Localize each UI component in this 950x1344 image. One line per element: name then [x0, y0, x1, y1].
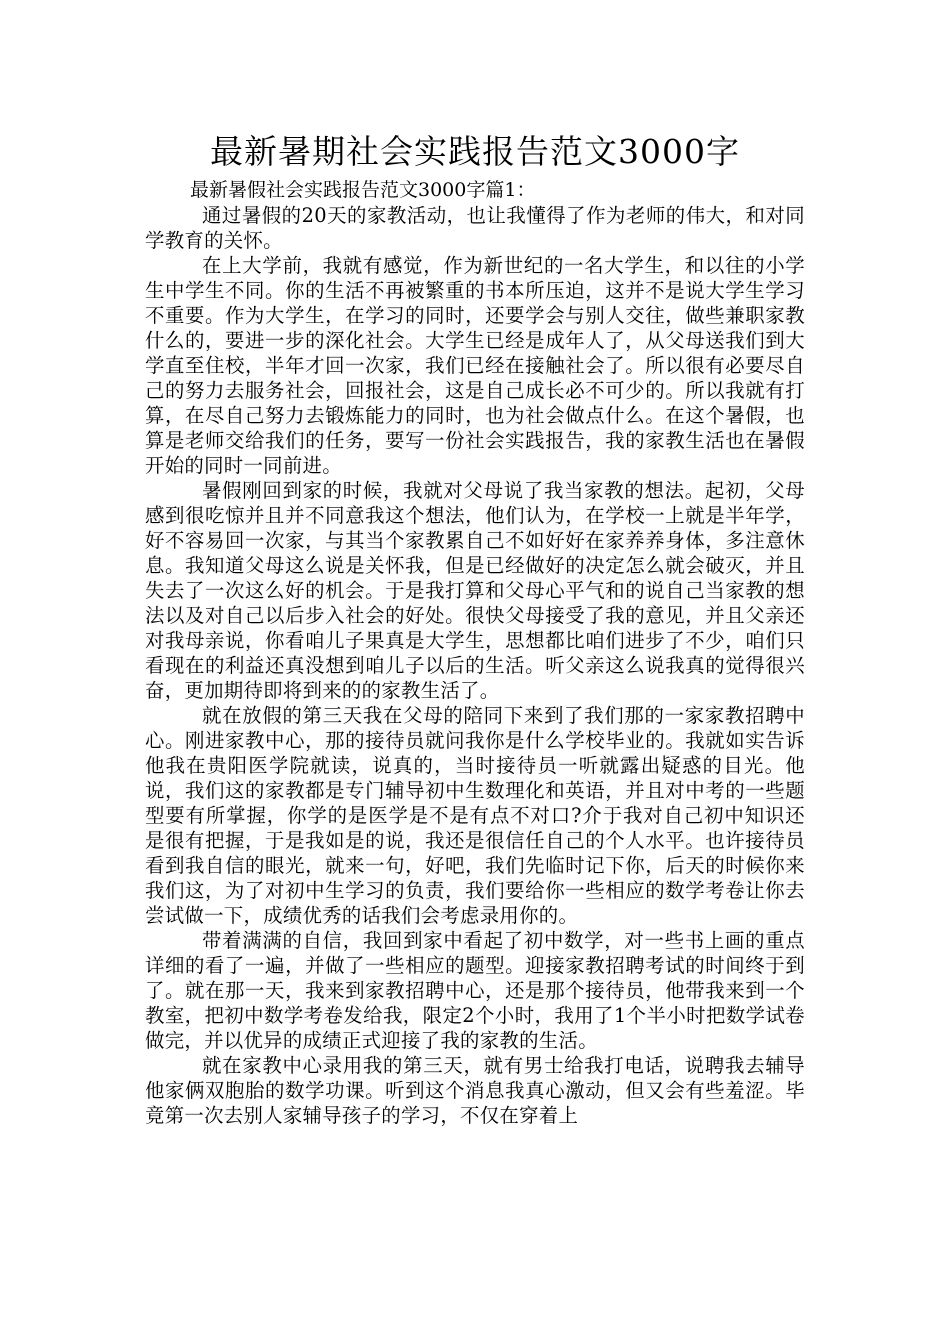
paragraph-6: 就在家教中心录用我的第三天，就有男士给我打电话，说聘我去辅导他家俩双胞胎的数学功课。听到这个消息我真心激动，但又会有些羞涩。毕竟第一次去别人家辅导孩子的学习，不仅在穿着上 — [145, 1054, 805, 1127]
section-heading: 最新暑假社会实践报告范文3000字篇1： — [190, 179, 536, 201]
paragraph-1: 通过暑假的20天的家教活动，也让我懂得了作为老师的伟大，和对同学教育的关怀。 — [145, 204, 805, 252]
paragraph-2: 在上大学前，我就有感觉，作为新世纪的一名大学生，和以往的小学生中学生不同。你的生活不再被繁重的书本所压迫，这并不是说大学生学习不重要。作为大学生，在学习的同时，还要学会与别人交往，做些兼职家教什么的，要进一步的深化社会。大学生已经是成年人了，从父母送我们到大学直至住校，半年才回一次家，我们已经在接触社会了。所以很有必要尽自己的努力去服务社会，回报社会，这是自己成长必不可少的。所以我就有打算，在尽自己努力去锻炼能力的同时，也为社会做点什么。在这个暑假，也算是老师交给我们的任务，要写一份社会实践报告，我的家教生活也在暑假开始的同时一同前进。 — [145, 254, 805, 477]
paragraph-3: 暑假刚回到家的时候，我就对父母说了我当家教的想法。起初，父母感到很吃惊并且并不同意我这个想法，他们认为，在学校一上就是半年学，好不容易回一次家，与其当个家教累自己不如好好在家养养身体，多注意休息。我知道父母这么说是关怀我，但是已经做好的决定怎么就会破灭，并且失去了一次这么好的机会。于是我打算和父母心平气和的说自己当家教的想法以及对自己以后步入社会的好处。很快父母接受了我的意见，并且父亲还对我母亲说，你看咱儿子果真是大学生，思想都比咱们进步了不少，咱们只看现在的利益还真没想到咱儿子以后的生活。听父亲这么说我真的觉得很兴奋，更加期待即将到来的的家教生活了。 — [145, 479, 805, 702]
document-page — [145, 128, 805, 1128]
paragraph-4: 就在放假的第三天我在父母的陪同下来到了我们那的一家家教招聘中心。刚进家教中心，那的接待员就问我你是什么学校毕业的。我就如实告诉他我在贵阳医学院就读，说真的，当时接待员一听就露出疑惑的目光。他说，我们这的家教都是专门辅导初中生数理化和英语，并且对中考的一些题型要有所掌握，你学的是医学是不是有点不对口?介于我对自己初中知识还是很有把握，于是我如是的说，我还是很信任自己的个人水平。也许接待员看到我自信的眼光，就来一句，好吧，我们先临时记下你，后天的时候你来我们这，为了对初中生学习的负责，我们要给你一些相应的数学考卷让你去尝试做一下，成绩优秀的话我们会考虑录用你的。 — [145, 704, 805, 927]
paragraph-5: 带着满满的自信，我回到家中看起了初中数学，对一些书上画的重点详细的看了一遍，并做了一些相应的题型。迎接家教招聘考试的时间终于到了。就在那一天，我来到家教招聘中心，还是那个接待员，他带我来到一个教室，把初中数学考卷发给我，限定2个小时，我用了1个半小时把数学试卷做完，并以优异的成绩正式迎接了我的家教的生活。 — [145, 929, 805, 1052]
document-title: 最新暑期社会实践报告范文3000字 — [210, 132, 740, 171]
